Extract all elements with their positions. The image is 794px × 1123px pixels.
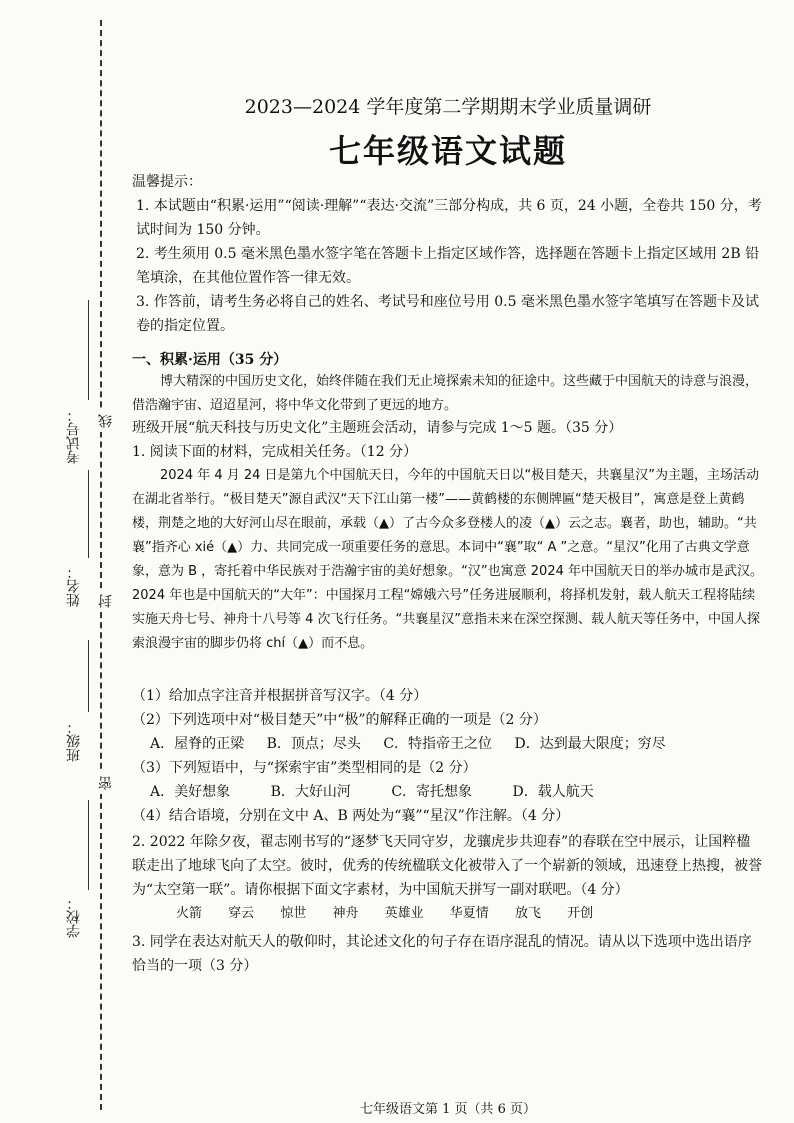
binding-margin [0, 0, 120, 1123]
exam-no-field[interactable] [88, 300, 89, 400]
option-b: B．大好山河 [270, 784, 351, 800]
question-2-word-bank [132, 902, 794, 926]
class-label: 班级： [66, 720, 82, 762]
option-b: B．顶点；尽头 [266, 736, 361, 752]
question-1-passage: 2024 年 4 月 24 日是第九个中国航天日，今年的中国航天日以“极目楚天，共襄星汉”为主题，主场活动在湖北省举行。“极目楚天”源自武汉“天下江山第一楼”——黄鹤楼的东侧牌匾“楚天极目”，寓意是登上黄鹤楼，荆楚之地的大好河山尽在眼前，承载（▲）了古今众多登楼人的凌（▲）云之志。襄者，助也，辅助。“共襄”指齐心 xié（▲）力、共同完成一项重要任务的意思。本词中“襄”取“ A ”之意。“星汉”化用了古典文学意象，意为 B ，寄托着中华民族对于浩瀚宇宙的美好想象。“汉”也寓意 2024 年中国航天日的举办城市是武汉。2024 年也是中国航天的“大年”：中国探月工程“嫦娥六号”任务进展顺利，将择机发射，载人航天工程将陆续实施天舟七号、神舟十八号等 4 次飞行任务。“共襄星汉”意指未来在深空探测、载人航天等任务中，中国人探索浪漫宇宙的脚步仍将 chí（▲）而不息。 [132, 468, 764, 651]
question-1-sub-3-options [132, 780, 782, 804]
option-d: D．达到最大限度；穷尽 [514, 736, 666, 752]
exam-no-label: 考试号： [66, 408, 82, 464]
subject-title: 七年级语文试题 [328, 132, 567, 170]
question-1-sub-2-options [132, 732, 782, 756]
word-item: 英雄业 [384, 906, 424, 921]
cut-mark-seal: 封 [96, 590, 116, 612]
school-label: 学校： [66, 896, 82, 938]
option-d: D．载人航天 [512, 784, 594, 800]
question-1-sub-1: （1）给加点字注音并根据拼音写汉字。（4 分） [132, 688, 428, 704]
option-a: A．屋脊的正梁 [150, 736, 245, 752]
option-c: C．特指帝王之位 [383, 736, 493, 752]
question-3-stem: 3. 同学在表达对航天人的敬仰时，其论述文化的句子存在语序混乱的情况。请从以下选项中选出语序恰当的一项（3 分） [132, 934, 752, 974]
question-2-stem: 2. 2022 年除夕夜，翟志刚书写的“逐梦飞天同守岁，龙骧虎步共迎春”的春联在空中展示，让国粹楹联走出了地球飞向了太空。彼时，优秀的传统楹联文化被带入了一个崭新的领域，迅速登上热搜，被誉为“太空第一联”。请你根据下面文字素材，为中国航天拼写一副对联吧。（4 分） [132, 834, 762, 898]
tips-heading: 温馨提示： [132, 174, 202, 190]
question-1-sub-4: （4）结合语境，分别在文中 A、B 两处为“襄”“星汉”作注解。（4 分） [132, 808, 570, 824]
name-label: 姓名： [66, 565, 82, 607]
option-a: A．美好想象 [150, 784, 231, 800]
tip-item-2: 2. 考生须用 0.5 毫米黑色墨水签字笔在答题卡上指定区域作答，选择题在答题卡上指定区域用 2B 铅笔填涂，在其他位置作答一律无效。 [136, 246, 760, 286]
question-1-sub-2: （2）下列选项中对“极目楚天”中“极”的解释正确的一项是（2 分） [132, 712, 547, 728]
question-1-sub-3: （3）下列短语中，与“探索宇宙”类型相同的是（2 分） [132, 760, 477, 776]
question-1-stem: 1. 阅读下面的材料，完成相关任务。（12 分） [132, 444, 418, 460]
section-task: 班级开展“航天科技与历史文化”主题班会活动，请参与完成 1～5 题。（35 分） [132, 420, 623, 436]
option-c: C．寄托想象 [391, 784, 473, 800]
exam-title: 2023—2024 学年度第二学期期末学业质量调研 [244, 96, 652, 118]
word-item: 神舟 [332, 906, 359, 921]
word-item: 火箭 [176, 906, 203, 921]
word-item: 放飞 [514, 906, 541, 921]
word-item: 华夏情 [449, 906, 489, 921]
word-item: 开创 [567, 906, 594, 921]
tip-item-3: 3. 作答前，请考生务必将自己的姓名、考试号和座位号用 0.5 毫米黑色墨水签字笔填写在答题卡及试卷的指定位置。 [136, 294, 759, 334]
section-heading: 一、积累·运用（35 分） [132, 352, 288, 368]
tip-item-1: 1. 本试题由“积累·运用”“阅读·理解”“表达·交流”三部分构成，共 6 页，24 小题，全卷共 150 分，考试时间为 150 分钟。 [136, 198, 762, 238]
section-intro: 博大精深的中国历史文化，始终伴随在我们无止境探索未知的征途中。这些藏于中国航天的诗意与浪漫，借浩瀚宇宙、迢迢星河，将中华文化带到了更远的地方。 [132, 374, 759, 413]
school-field[interactable] [88, 800, 89, 890]
word-item: 惊世 [280, 906, 307, 921]
name-field[interactable] [88, 470, 89, 558]
cut-mark-secret: 密 [96, 772, 116, 794]
class-field[interactable] [88, 640, 89, 712]
binding-dashed-line [100, 20, 102, 1110]
page-footer: 七年级语文第 1 页（共 6 页） [359, 1102, 537, 1117]
word-item: 穿云 [228, 906, 255, 921]
cut-mark-line: 线 [96, 410, 116, 432]
